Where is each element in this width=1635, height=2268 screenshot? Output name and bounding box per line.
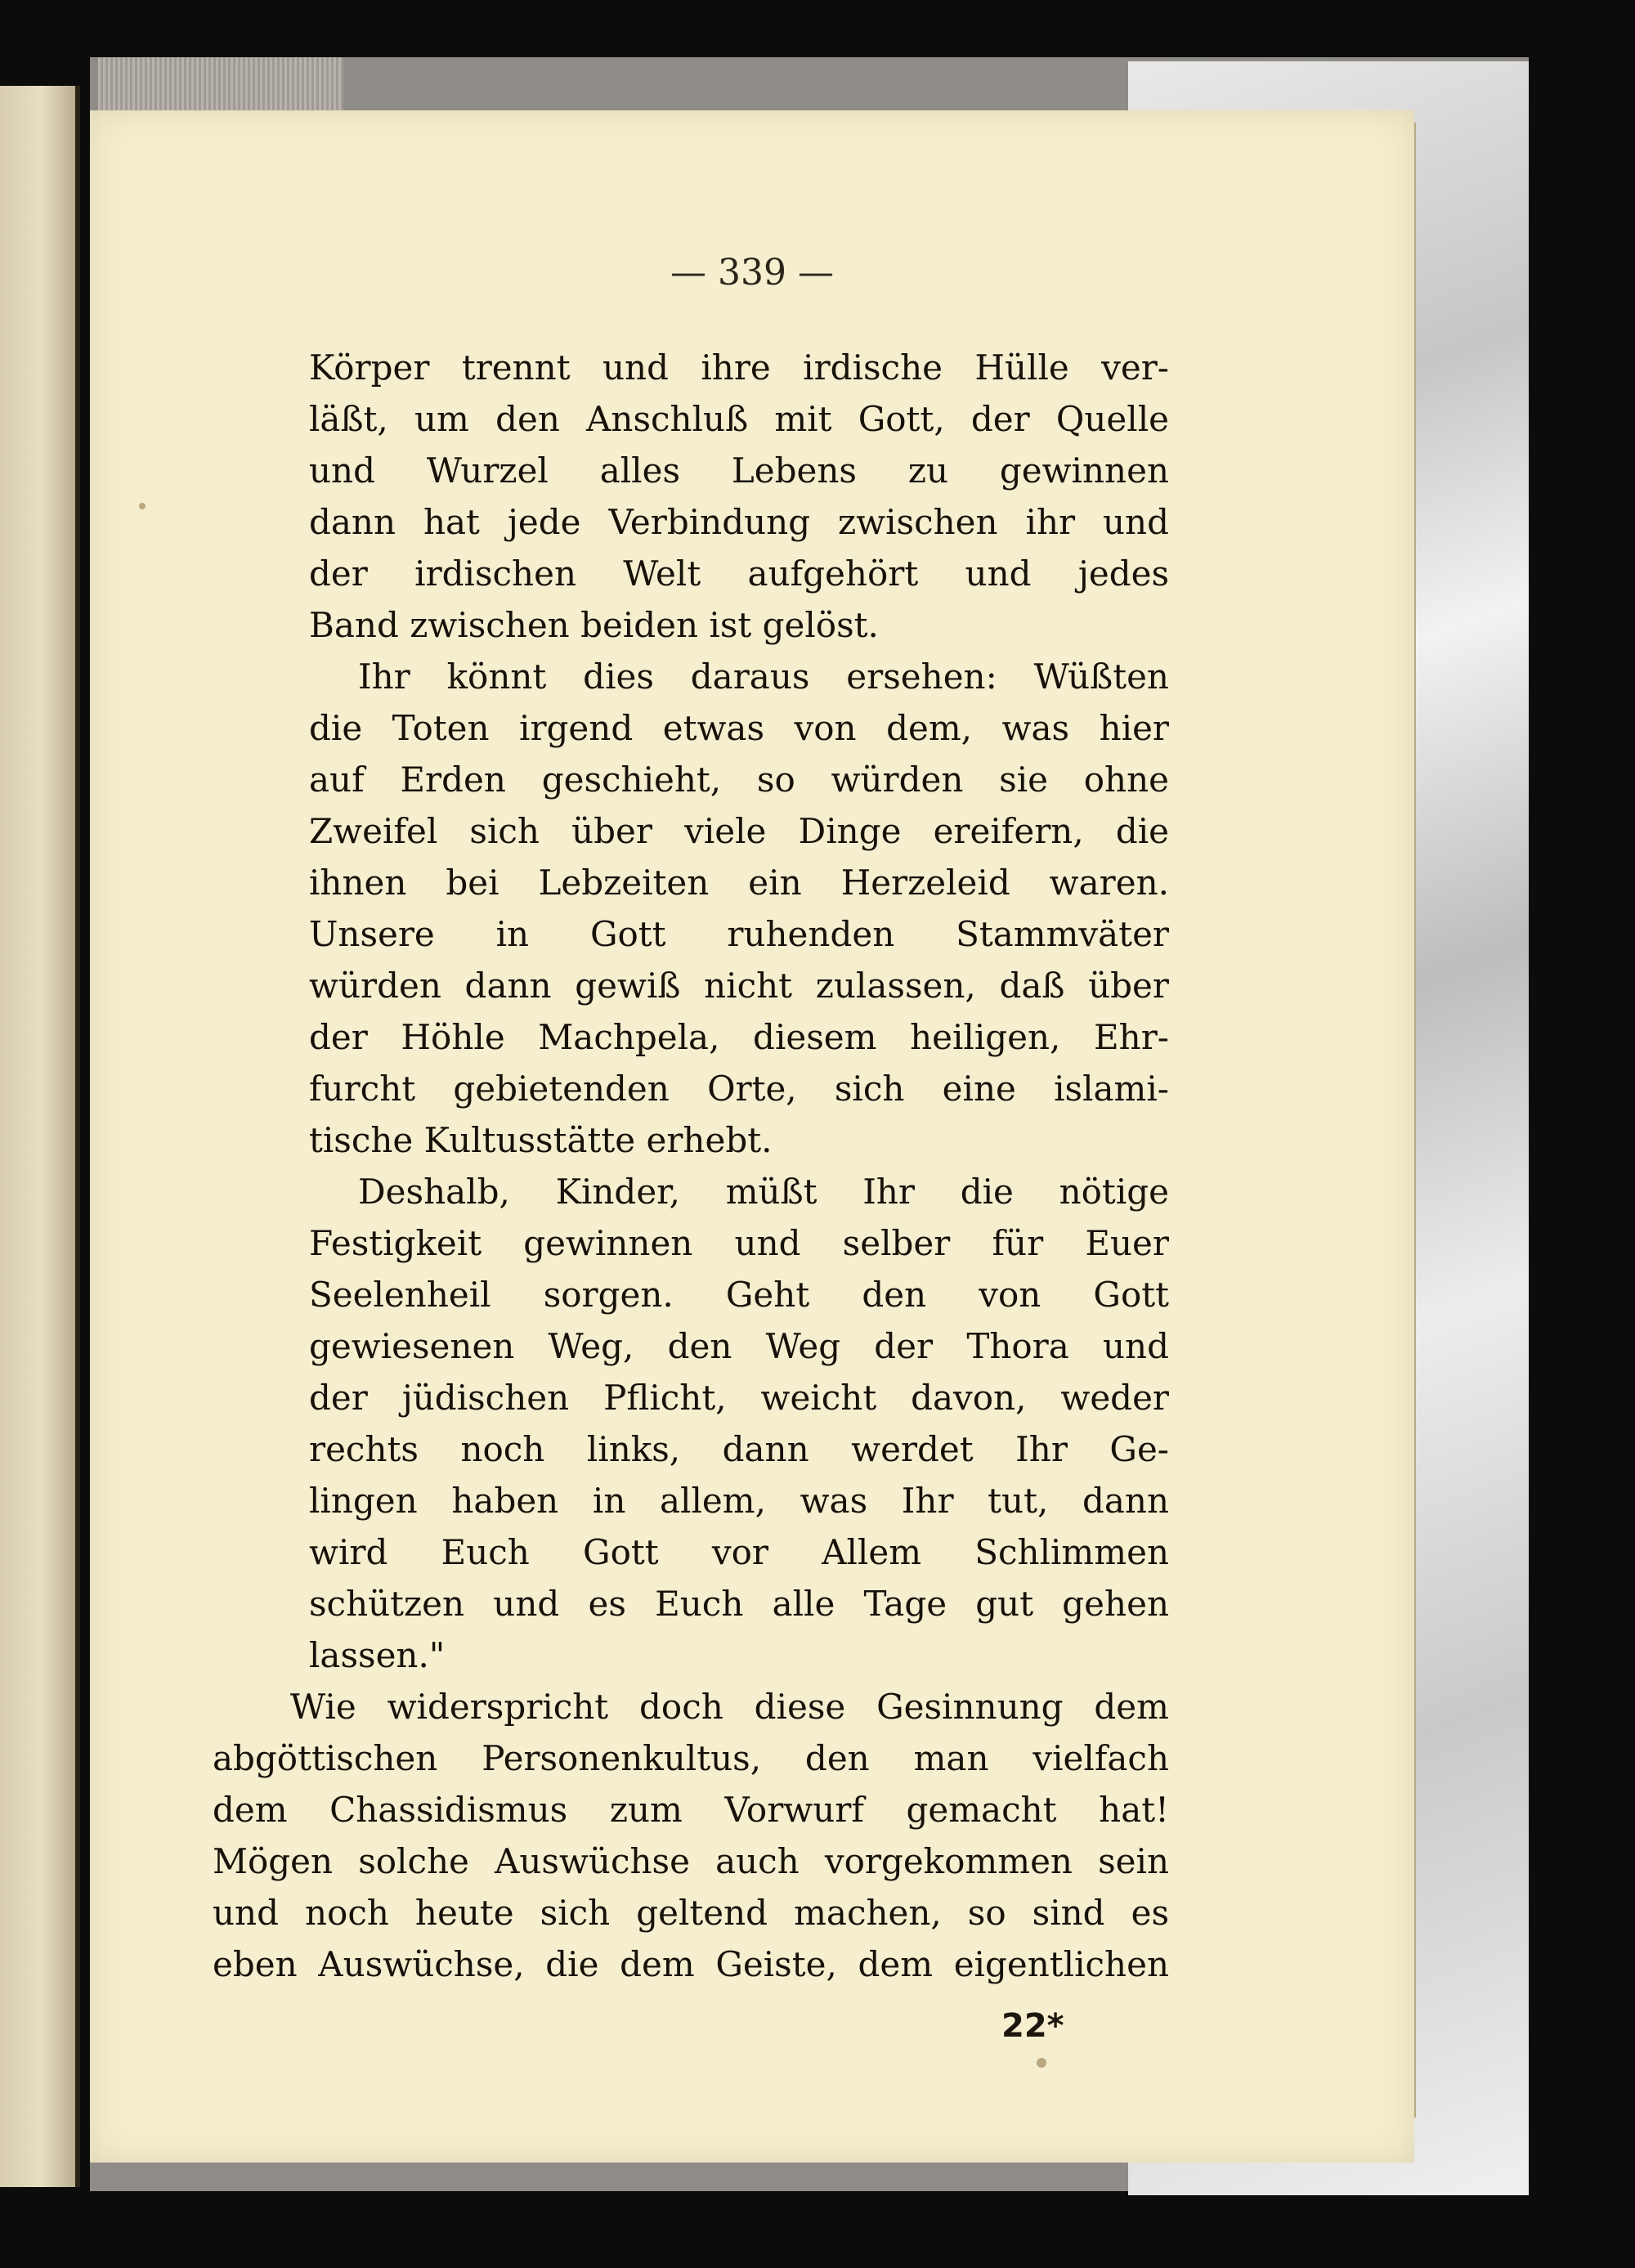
ink-spot — [139, 503, 146, 509]
text-line: auf Erden geschieht, so würden sie ohne — [309, 760, 1169, 800]
text-line: lassen." — [309, 1635, 446, 1675]
text-line: schützen und es Euch alle Tage gut gehen — [309, 1584, 1169, 1624]
text-line: dann hat jede Verbindung zwischen ihr und — [309, 502, 1169, 542]
text-line: tische Kultusstätte erhebt. — [309, 1120, 773, 1160]
text-line: Unsere in Gott ruhenden Stammväter — [309, 914, 1169, 954]
text-line: und Wurzel alles Lebens zu gewinnen — [309, 450, 1169, 491]
text-line: Mögen solche Auswüchse auch vorgekommen sein — [213, 1841, 1169, 1881]
text-line: Zweifel sich über viele Dinge ereifern, die — [309, 811, 1169, 851]
ink-spot — [1037, 2058, 1046, 2068]
text-line: würden dann gewiß nicht zulassen, daß über — [309, 966, 1169, 1006]
text-line: Deshalb, Kinder, müßt Ihr die nötige — [358, 1172, 1169, 1212]
left-page-edge — [0, 86, 80, 2187]
text-line: Ihr könnt dies daraus ersehen: Wüßten — [358, 657, 1169, 697]
text-line: Seelenheil sorgen. Geht den von Gott — [309, 1275, 1169, 1315]
text-line: die Toten irgend etwas von dem, was hier — [309, 708, 1169, 748]
text-line: wird Euch Gott vor Allem Schlimmen — [309, 1532, 1169, 1572]
cloth-binding — [98, 57, 343, 114]
text-line: ihnen bei Lebzeiten ein Herzeleid waren. — [309, 863, 1169, 903]
text-line: eben Auswüchse, die dem Geiste, dem eigentlichen — [213, 1944, 1169, 1984]
text-line: rechts noch links, dann werdet Ihr Ge- — [309, 1429, 1169, 1469]
signature-mark: 22* — [1001, 2007, 1064, 2045]
text-line: der jüdischen Pflicht, weicht davon, weder — [309, 1378, 1169, 1418]
text-line: gewiesenen Weg, den Weg der Thora und — [309, 1326, 1169, 1366]
text-line: Körper trennt und ihre irdische Hülle ver- — [309, 347, 1169, 388]
page-number-header: — 339 — — [670, 252, 834, 294]
text-line: Wie widerspricht doch diese Gesinnung dem — [290, 1687, 1169, 1727]
text-line: dem Chassidismus zum Vorwurf gemacht hat! — [213, 1790, 1169, 1830]
text-line: Festigkeit gewinnen und selber für Euer — [309, 1223, 1169, 1263]
text-line: abgöttischen Personenkultus, den man vielfach — [213, 1738, 1169, 1778]
text-line: furcht gebietenden Orte, sich eine islami- — [309, 1069, 1169, 1109]
text-line: lingen haben in allem, was Ihr tut, dann — [309, 1481, 1169, 1521]
text-line: der Höhle Machpela, diesem heiligen, Ehr- — [309, 1017, 1169, 1057]
book-page — [90, 110, 1414, 2163]
text-line: läßt, um den Anschluß mit Gott, der Quelle — [309, 399, 1169, 439]
text-line: Band zwischen beiden ist gelöst. — [309, 605, 879, 645]
page-body-text — [213, 342, 1169, 1990]
text-line: der irdischen Welt aufgehört und jedes — [309, 554, 1169, 594]
text-line: und noch heute sich geltend machen, so sind es — [213, 1893, 1169, 1933]
